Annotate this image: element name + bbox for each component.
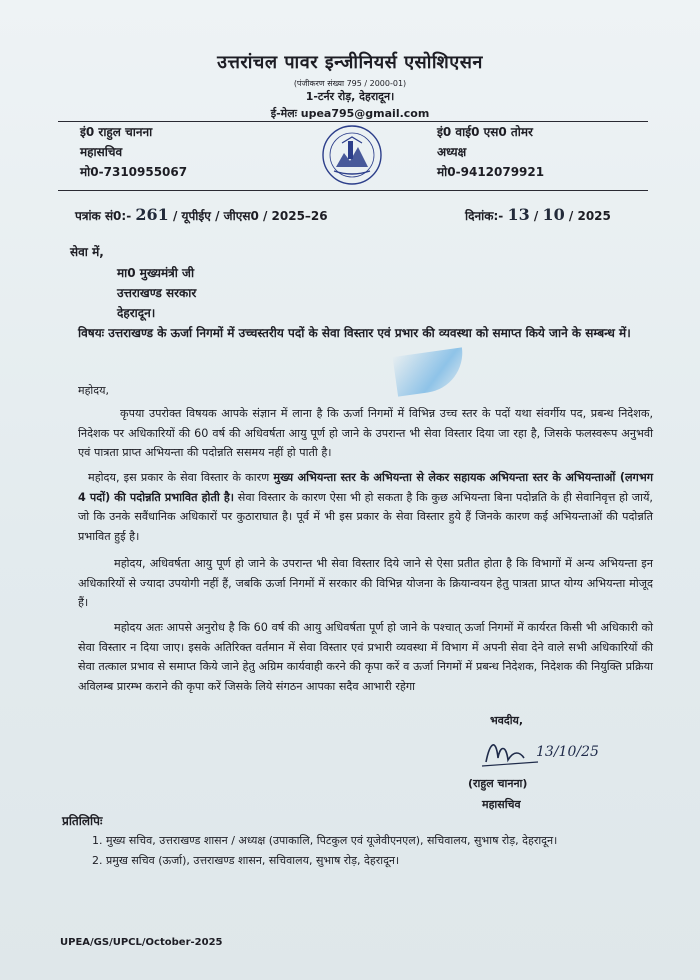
recipient-line-3: देहरादून। xyxy=(117,306,156,320)
salutation: महोदय, xyxy=(78,384,109,397)
association-logo xyxy=(320,123,384,187)
recipient-line-1: मा0 मुख्यमंत्री जी xyxy=(117,266,195,280)
signature-date: 13/10/25 xyxy=(536,744,599,760)
general-secretary-mobile: मो0-7310955067 xyxy=(80,165,188,179)
paragraph-4: महोदय अतः आपसे अनुरोध है कि 60 वर्ष की आयु अधिवर्षता पूर्ण हो जाने के पश्चात् ऊर्जा निगमों में कार्यरत किसी भी अधिकारी को सेवा विस्तार न दिया जाए। इसके अतिरिक्त वर्तमान में सेवा विस्तार एवं प्रभारी व्यवस्था में विभाग में अपनी सेवा देने वाले सभी अधिकारियों की सेवा तत्काल प्रभाव से समाप्त किये जाने हेतु अग्रिम कार्यवाही करने की कृपा करें व ऊर्जा निगमों में प्रबन्ध निदेशक, निदेशक की नियुक्ति प्रक्रिया अविलम्ब प्रारम्भ कराने की कृपा करें जिसके लिये संगठन आपका सदैव आभारी रहेगा xyxy=(78,621,653,693)
copy-item-1: 1. मुख्य सचिव, उत्तराखण्ड शासन / अध्यक्ष (उपाकालि, पिटकुल एवं यूजेवीएनएल), सचिवालय, सुभाष रोड़, देहरादून। xyxy=(92,834,558,847)
recipient-line-2: उत्तराखण्ड सरकार xyxy=(117,286,197,300)
blue-mark xyxy=(393,347,468,396)
paragraph-2 xyxy=(78,468,653,546)
president-contact xyxy=(437,122,544,182)
reference-line xyxy=(75,205,328,224)
paragraph-2-start: महोदय, इस प्रकार के सेवा विस्तार के कारण xyxy=(88,471,274,484)
header-divider-bottom xyxy=(58,190,648,191)
general-secretary-name: इं0 राहुल चानना xyxy=(80,125,153,139)
copy-item-2: 2. प्रमुख सचिव (ऊर्जा), उत्तराखण्ड शासन, सचिवालय, सुभाष रोड़, देहरादून। xyxy=(92,854,400,867)
organization-address: 1-टर्नर रोड़, देहरादून। xyxy=(305,90,395,103)
copy-label: प्रतिलिपिः xyxy=(62,814,103,828)
date-year: / 2025 xyxy=(568,209,611,223)
paragraph-1: कृपया उपरोक्त विषयक आपके संज्ञान में लाना है कि ऊर्जा निगमों में विभिन्न उच्च स्तर के पदों यथा संवर्गीय पद, प्रबन्ध निदेशक, निदेशक पर अधिकारियों की 60 वर्ष की अधिवर्षता आयु पूर्ण हो जाने के उपरान्त भी सेवा विस्तार दिया जा रहा है, जिसके फलस्वरूप अनुभवी एवं पात्रता प्राप्त अभियन्ता की पदोन्नति ससमय नहीं हो पाती है। xyxy=(78,407,653,460)
date-label: दिनांक:- xyxy=(465,209,504,223)
date-line: दिनांक:- 13 / 10 / 2025 xyxy=(465,205,611,224)
subject: विषयः उत्तराखण्ड के ऊर्जा निगमों में उच्चस्तरीय पदों के सेवा विस्तार एवं प्रभार की व्यवस्था को समाप्त किये जाने के सम्बन्ध में। xyxy=(78,326,631,340)
footer-code: UPEA/GS/UPCL/October-2025 xyxy=(60,937,223,948)
signatory-designation: महासचिव xyxy=(482,798,521,811)
organization-name: उत्तरांचल पावर इन्जीनियर्स एसोशिएसन xyxy=(217,52,483,73)
date-month: 10 xyxy=(542,205,565,224)
president-mobile: मो0-9412079921 xyxy=(437,165,545,179)
reference-suffix: / यूपीईए / जीएस0 / 2025–26 xyxy=(172,209,328,223)
paragraph-2-end: सेवा विस्तार के कारण ऐसा भी हो सकता है कि कुछ अभियन्ता बिना पदोन्नति के ही सेवानिवृत्त हो जायें, जो कि उनके सवैंधानिक अधिकारों पर कुठाराघात है। पूर्व में भी इस प्रकार के सेवा विस्तार हुये हैं जिनके कारण कई अभियन्ताओं की पदोन्नति प्रभावित हुई है। xyxy=(78,490,653,543)
paragraph-2-bold: मुख्य अभियन्ता स्तर के अभियन्ता से लेकर सहायक अभियन्ता स्तर के अभियन्ताओं (लगभग 4 पदों) की पदोन्नति प्रभावित होती है। xyxy=(78,471,653,504)
organization-email: ई-मेलः upea795@gmail.com xyxy=(270,107,430,120)
signatory-name: (राहुल चानना) xyxy=(468,777,528,790)
reference-prefix: पत्रांक सं0:- xyxy=(75,209,132,223)
reference-number: 261 xyxy=(135,205,169,224)
paragraph-3: महोदय, अधिवर्षता आयु पूर्ण हो जाने के उपरान्त भी सेवा विस्तार दिये जाने से ऐसा प्रतीत होता है कि विभागों में अन्य अभियन्ता इन अधिकारियों से ज्यादा उपयोगी नहीं हैं, जबकि ऊर्जा निगमों में सरकार की विभिन्न योजना के क्रियान्वयन हेतु पात्रता प्राप्त योग्य अभियन्ता मोजूद हैं। xyxy=(78,557,653,610)
sewa-mein: सेवा में, xyxy=(70,245,104,259)
president-name: इं0 वाई0 एस0 तोमर xyxy=(437,125,533,139)
signature-block xyxy=(460,713,640,812)
closing: भवदीय, xyxy=(490,714,524,727)
date-day: 13 xyxy=(507,205,530,224)
handwritten-signature xyxy=(480,732,610,772)
president-designation: अध्यक्ष xyxy=(437,145,467,159)
general-secretary-contact xyxy=(80,122,187,182)
registration-number: (पंजीकरण संख्या 795 / 2000-01) xyxy=(293,79,407,88)
general-secretary-designation: महासचिव xyxy=(80,145,123,159)
